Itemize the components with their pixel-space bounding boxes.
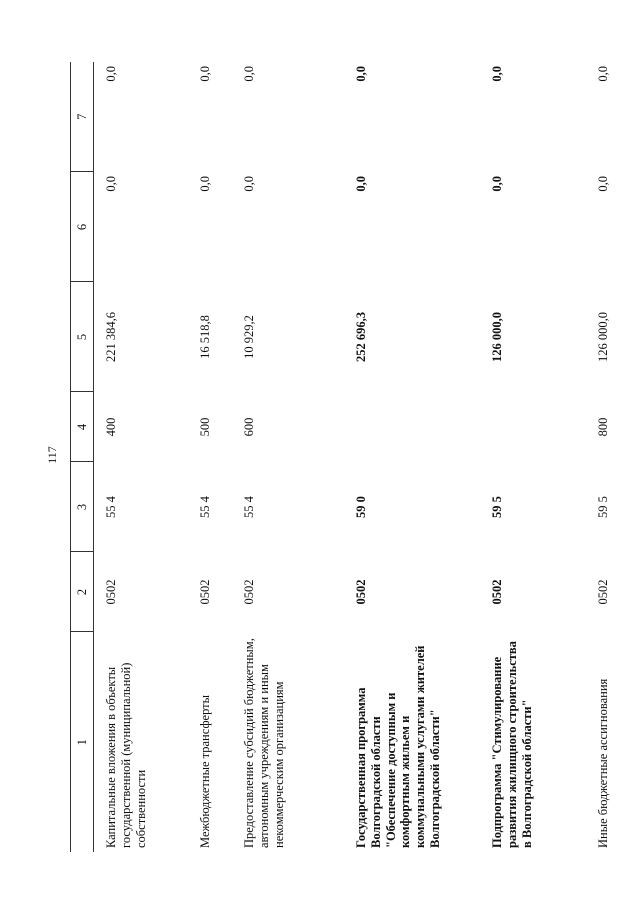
row-section-code: 0502 xyxy=(490,579,504,605)
row-amount-7: 0,0 xyxy=(242,66,256,82)
budget-table xyxy=(70,62,628,852)
row-name: Подпрограмма "Стимулирование развития жилищного строительства в Волгоградской области" xyxy=(490,641,534,848)
table-row xyxy=(480,62,586,852)
row-target-code: 55 4 xyxy=(242,496,256,518)
row-amount-6: 0,0 xyxy=(354,176,368,192)
row-expense-type xyxy=(344,392,480,462)
row-amount-5: 126 000,0 xyxy=(596,312,610,362)
row-section-code: 0502 xyxy=(596,579,610,605)
column-header-6: 6 xyxy=(71,172,94,282)
row-amount-6: 0,0 xyxy=(198,176,212,192)
row-amount-5: 252 696,3 xyxy=(354,312,368,362)
row-amount-6: 0,0 xyxy=(242,176,256,192)
row-expense-type xyxy=(480,392,586,462)
row-amount-7: 0,0 xyxy=(354,66,368,82)
row-expense-type: 500 xyxy=(198,417,212,437)
row-amount-7: 0,0 xyxy=(198,66,212,82)
row-target-code: 55 4 xyxy=(104,496,118,518)
row-amount-7: 0,0 xyxy=(490,66,504,82)
column-header-7: 7 xyxy=(71,62,94,172)
row-amount-5: 126 000,0 xyxy=(490,312,504,362)
row-amount-6: 0,0 xyxy=(490,176,504,192)
column-header-5: 5 xyxy=(71,282,94,392)
page-number: 117 xyxy=(45,446,59,464)
row-expense-type: 600 xyxy=(242,417,256,437)
row-name: Государственная программа Волгоградской области "Обеспечение доступным и комфортным жильем и коммунальными услугами жителей Волгоградской области" xyxy=(354,645,442,848)
row-amount-5: 10 929,2 xyxy=(242,315,256,359)
table-row xyxy=(94,62,189,852)
table-row xyxy=(586,62,628,852)
column-header-2: 2 xyxy=(71,552,94,632)
row-amount-6: 0,0 xyxy=(596,176,610,192)
column-header-3: 3 xyxy=(71,462,94,552)
row-name: Предоставление субсидий бюджетным, автономным учреждениям и иным некоммерческим организациям xyxy=(242,638,286,848)
row-section-code: 0502 xyxy=(354,579,368,605)
row-expense-type: 400 xyxy=(104,417,118,437)
row-expense-type: 800 xyxy=(596,417,610,437)
table-row xyxy=(232,62,344,852)
table-row xyxy=(344,62,480,852)
budget-table-rotated xyxy=(70,62,610,852)
row-amount-5: 221 384,6 xyxy=(104,312,118,362)
row-name: Иные бюджетные ассигнования xyxy=(596,678,610,848)
row-target-code: 59 5 xyxy=(490,496,504,518)
row-target-code: 59 5 xyxy=(596,496,610,518)
column-header-1: 1 xyxy=(71,632,94,852)
row-name: Капитальные вложения в объекты государственной (муниципальной) собственности xyxy=(104,662,148,848)
row-section-code: 0502 xyxy=(104,579,118,605)
column-header-4: 4 xyxy=(71,392,94,462)
row-target-code: 55 4 xyxy=(198,496,212,518)
header-row xyxy=(71,62,94,852)
row-amount-7: 0,0 xyxy=(104,66,118,82)
row-name: Межбюджетные трансферты xyxy=(198,694,212,848)
row-section-code: 0502 xyxy=(242,579,256,605)
table-row xyxy=(188,62,232,852)
row-target-code: 59 0 xyxy=(354,496,368,518)
row-amount-5: 16 518,8 xyxy=(198,315,212,359)
row-amount-6: 0,0 xyxy=(104,176,118,192)
row-amount-7: 0,0 xyxy=(596,66,610,82)
row-section-code: 0502 xyxy=(198,579,212,605)
